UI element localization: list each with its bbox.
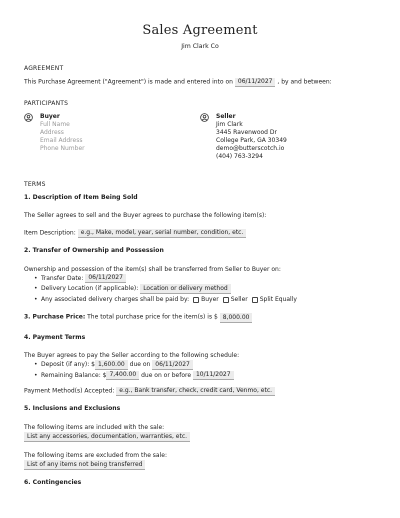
seller-email: demo@butterscotch.io (216, 144, 285, 152)
excluded-items-field[interactable]: List of any items not being transferred (24, 460, 145, 470)
purchase-price-field[interactable]: 8,000.00 (220, 313, 253, 323)
participants-section-label: PARTICIPANTS (24, 100, 69, 107)
buyer-full-name-field[interactable]: Full Name (40, 120, 70, 128)
included-text: The following items are included with the sale: (24, 423, 165, 431)
section-1-heading: 1. Description of Item Being Sold (24, 193, 138, 201)
section-3-heading: 3. Purchase Price: (24, 313, 86, 321)
transfer-date-label: Transfer Date: (41, 274, 84, 282)
seller-option-label: Seller (230, 296, 248, 304)
buyer-option-label: Buyer (201, 296, 219, 304)
payment-method-label: Payment Method(s) Accepted: (24, 387, 115, 395)
seller-phone: (404) 763-3294 (216, 152, 263, 160)
transfer-list (34, 273, 376, 305)
buyer-address-field[interactable]: Address (40, 128, 64, 136)
balance-amount-field[interactable]: 7,400.00 (106, 371, 139, 381)
agreement-text-before: This Purchase Agreement ("Agreement") is made and entered into on (24, 78, 233, 85)
balance-due-date-field[interactable]: 10/11/2027 (193, 371, 234, 381)
section-2-text: Ownership and possession of the item(s) shall be transferred from Seller to Buyer on: (24, 265, 281, 273)
payment-schedule-list (34, 360, 376, 381)
delivery-charges-label: Any associated delivery charges shall be paid by: (41, 296, 190, 304)
section-3-row (24, 313, 376, 323)
deposit-due-label: due on (129, 361, 151, 369)
terms-section-label: TERMS (24, 181, 46, 189)
list-item: • Any associated delivery charges shall be paid by: Buyer Seller Split Equally (34, 296, 297, 304)
seller-city: College Park, GA 30349 (216, 136, 287, 144)
agreement-date-field[interactable]: 06/11/2027 (235, 78, 276, 88)
section-6-heading: 6. Contingencies (24, 478, 82, 486)
section-2-heading: 2. Transfer of Ownership and Possession (24, 247, 164, 255)
payment-method-field[interactable]: e.g., Bank transfer, check, credit card, Venmo, etc. (116, 387, 275, 397)
section-1-text: The Seller agrees to sell and the Buyer agrees to purchase the following item(s): (24, 212, 267, 220)
payment-method-row (24, 387, 376, 397)
list-item: • Delivery Location (if applicable): Location or delivery method (34, 284, 376, 295)
item-description-row (24, 229, 376, 239)
company-name: Jim Clark Co (181, 43, 219, 51)
section-4-text: The Buyer agrees to pay the Seller according to the following schedule: (24, 352, 240, 360)
user-circle-icon (200, 113, 209, 122)
deposit-due-date-field[interactable]: 06/11/2027 (152, 360, 193, 370)
delivery-location-field[interactable]: Location or delivery method (140, 284, 231, 294)
document-title: Sales Agreement (142, 23, 258, 38)
transfer-date-field[interactable]: 06/11/2027 (85, 274, 126, 284)
purchase-price-text: The total purchase price for the item(s) is $ (87, 313, 218, 321)
balance-due-label: due on or before (141, 371, 192, 379)
section-4-heading: 4. Payment Terms (24, 333, 86, 341)
agreement-statement (24, 78, 376, 88)
agreement-text-after: , by and between: (277, 78, 332, 85)
seller-role: Seller (216, 112, 236, 120)
split-equally-checkbox[interactable] (252, 297, 258, 303)
item-description-label: Item Description: (24, 229, 76, 237)
agreement-section-label: AGREEMENT (24, 65, 64, 72)
buyer-email-field[interactable]: Email Address (40, 136, 83, 144)
buyer-phone-field[interactable]: Phone Number (40, 144, 85, 152)
split-equally-option-label: Split Equally (259, 296, 297, 304)
balance-label: Remaining Balance: $ (41, 371, 107, 379)
included-items-field[interactable]: List any accessories, documentation, warranties, etc. (24, 432, 190, 442)
list-item: • Deposit (if any): $ 1,600.00 due on 06/11/2027 (34, 360, 376, 371)
item-description-field[interactable]: e.g., Make, model, year, serial number, condition, etc. (78, 229, 247, 239)
seller-name: Jim Clark (216, 120, 243, 128)
participants-block (24, 113, 376, 162)
section-5-heading: 5. Inclusions and Exclusions (24, 405, 121, 413)
seller-street: 3445 Ravenwood Dr (216, 128, 277, 136)
buyer-checkbox[interactable] (193, 297, 199, 303)
list-item: • Remaining Balance: $ 7,400.00 due on or before 10/11/2027 (34, 370, 376, 381)
deposit-label: Deposit (if any): $ (41, 361, 95, 369)
user-circle-icon (24, 113, 33, 122)
deposit-amount-field[interactable]: 1,600.00 (95, 360, 128, 370)
buyer-role: Buyer (40, 112, 60, 120)
excluded-text: The following items are excluded from the sale: (24, 451, 167, 459)
list-item: • Transfer Date: 06/11/2027 (34, 273, 376, 284)
seller-checkbox[interactable] (223, 297, 229, 303)
buyer-block (24, 113, 200, 162)
seller-block (200, 113, 376, 162)
delivery-location-label: Delivery Location (if applicable): (41, 285, 139, 293)
